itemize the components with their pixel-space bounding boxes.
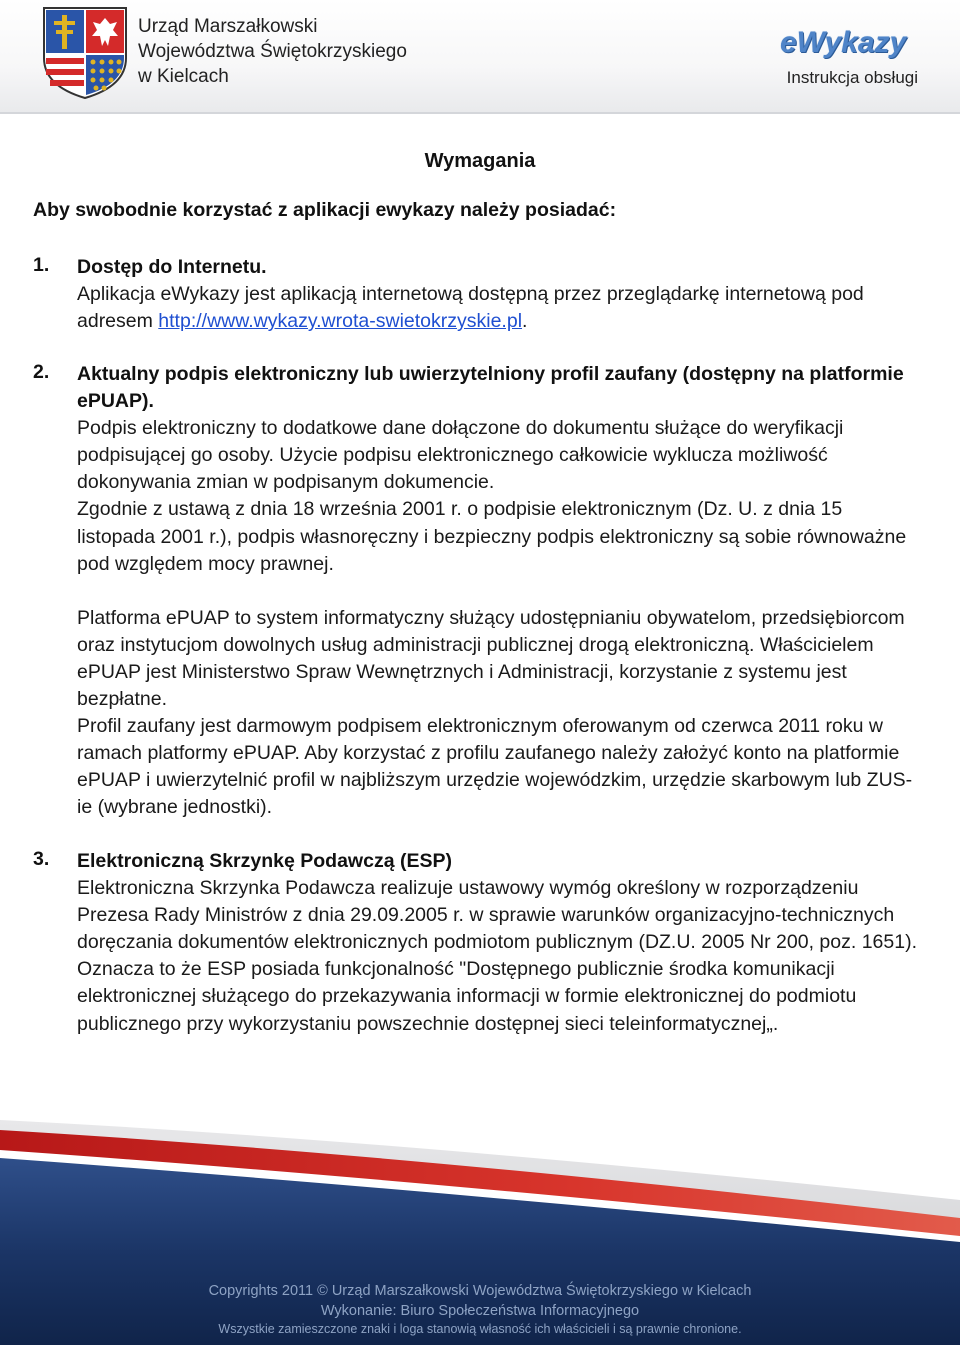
section-title: Wymagania	[424, 150, 536, 172]
list-item-2	[33, 361, 923, 822]
list-item-3	[33, 848, 923, 1038]
footer-disclaimer: Wszystkie zamieszczone znaki i loga stanowią własność ich właścicieli i są prawnie chronione.	[218, 1322, 742, 1336]
organization-name	[138, 14, 407, 89]
list-item-lead: Dostęp do Internetu.	[77, 256, 267, 278]
ewykazy-logo: eWykazy	[780, 26, 907, 59]
paragraph: Elektroniczna Skrzynka Podawcza realizuje ustawowy wymóg określony w rozporządzeniu Prezesa Rady Ministrów z dnia 29.09.2005 r. w sprawie warunków organizacyjno-technicznych doręczania dokumentów elektronicznych podmiotom publicznym (DZ.U. 2005 Nr 200, poz. 1651). Oznacza to że ESP posiada funkcjonalność "Dostępnego publicznie środka komunikacji elektronicznej służącego do przekazywania informacji w formie elektronicznej do podmiotu publicznego przy wykorzystaniu powszechnie dostępnej sieci teleinformatycznej„.	[77, 877, 917, 1035]
org-line-3: w Kielcach	[138, 66, 229, 87]
document-subtitle: Instrukcja obsługi	[786, 68, 918, 87]
paragraph: Podpis elektroniczny to dodatkowe dane dołączone do dokumentu służące do weryfikacji podpisującej go osoby. Użycie podpisu elektronicznego całkowicie wyklucza możliwość dokonywania zmian w podpisanym dokumencie.	[77, 417, 844, 494]
list-number: 2.	[33, 361, 50, 383]
coat-of-arms-icon	[42, 6, 128, 100]
item-1-text-end: .	[522, 310, 528, 333]
footer-credits: Wykonanie: Biuro Społeczeństwa Informacyjnego	[320, 1303, 640, 1319]
list-item-text	[77, 281, 923, 335]
intro-text: Aby swobodnie korzystać z aplikacji ewykazy należy posiadać:	[33, 199, 617, 221]
item-1-text: Aplikacja eWykazy jest aplikacją internetową dostępną przez przeglądarkę internetową pod adresem	[77, 283, 864, 333]
list-item-1	[33, 254, 923, 335]
footer-copyright: Copyrights 2011 © Urząd Marszałkowski Województwa Świętokrzyskiego w Kielcach	[208, 1283, 752, 1299]
page-footer	[0, 1100, 960, 1345]
list-item-lead: Elektroniczną Skrzynkę Podawczą (ESP)	[77, 850, 452, 872]
ewykazy-url-link[interactable]: http://www.wykazy.wrota-swietokrzyskie.pl	[158, 310, 523, 333]
list-number: 3.	[33, 848, 50, 870]
list-item-lead: Aktualny podpis elektroniczny lub uwierzytelniony profil zaufany (dostępny na platformie ePUAP).	[77, 363, 904, 413]
page-header	[0, 0, 960, 114]
org-line-2: Województwa Świętokrzyskiego	[138, 41, 407, 62]
list-number: 1.	[33, 254, 50, 276]
paragraph: Zgodnie z ustawą z dnia 18 września 2001 r. o podpisie elektronicznym (Dz. U. z dnia 15 listopada 2001 r.), podpis własnoręczny i bezpieczny podpis elektroniczny są sobie równoważne pod względem mocy prawnej.	[77, 498, 907, 575]
paragraph: Profil zaufany jest darmowym podpisem elektronicznym oferowanym od czerwca 2011 roku w ramach platformy ePUAP. Aby korzystać z profilu zaufanego należy założyć konto na platformie ePUAP i uwierzytelnić profil w najbliższym urzędzie wojewódzkim, urzędzie skarbowym lub ZUS-ie (wybrane jednostki).	[77, 715, 913, 819]
paragraph: Platforma ePUAP to system informatyczny służący udostępnianiu obywatelom, przedsiębiorcom oraz instytucjom dowolnych usług administracji publicznej drogą elektroniczną. Właścicielem ePUAP jest Ministerstwo Spraw Wewnętrznych i Administracji, korzystanie z systemu jest bezpłatne.	[77, 606, 905, 711]
org-line-1: Urząd Marszałkowski	[138, 16, 318, 37]
